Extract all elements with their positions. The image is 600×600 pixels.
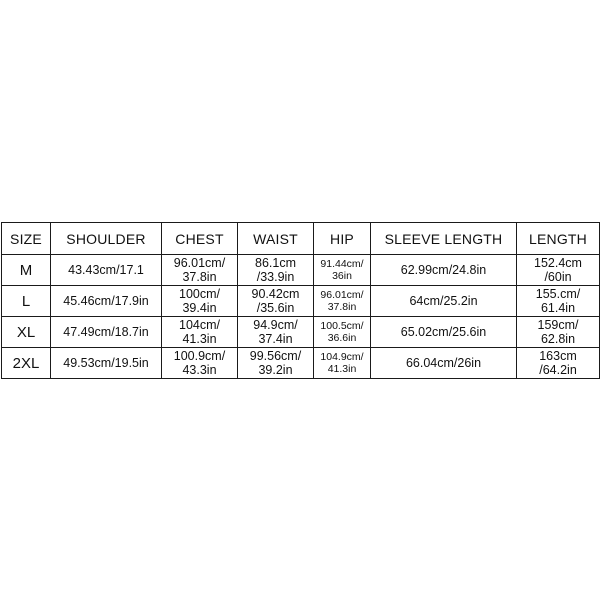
length-in: 61.4in	[540, 301, 576, 315]
sleeve-value: 66.04cm/26in	[405, 356, 482, 370]
waist-cm: 86.1cm	[255, 256, 296, 270]
waist-cm: 90.42cm	[251, 287, 300, 301]
length-cm: 152.4cm	[534, 256, 582, 270]
shoulder-cell	[51, 286, 162, 317]
shoulder-value: 49.53cm/19.5in	[63, 356, 149, 370]
hip-cm: 96.01cm/	[320, 288, 364, 301]
table-row	[2, 348, 600, 379]
size-cell: M	[2, 255, 51, 286]
length-cell	[517, 317, 600, 348]
shoulder-value: 47.49cm/18.7in	[63, 325, 149, 339]
header-sleeve-length: SLEEVE LENGTH	[371, 223, 517, 255]
chest-cell	[162, 317, 238, 348]
sleeve-value: 64cm/25.2in	[409, 294, 478, 308]
header-waist: WAIST	[238, 223, 314, 255]
waist-cell	[238, 317, 314, 348]
waist-cell	[238, 348, 314, 379]
sleeve-cell	[371, 317, 517, 348]
chest-cm: 104cm/	[179, 318, 220, 332]
length-cm: 159cm/	[537, 318, 579, 332]
sleeve-cell	[371, 255, 517, 286]
hip-in: 37.8in	[327, 301, 357, 313]
hip-cm: 100.5cm/	[320, 319, 364, 332]
header-shoulder: SHOULDER	[51, 223, 162, 255]
hip-in: 36.6in	[327, 332, 357, 344]
header-size: SIZE	[2, 223, 51, 255]
chest-in: 39.4in	[182, 301, 217, 315]
waist-in: /35.6in	[256, 301, 295, 315]
header-chest: CHEST	[162, 223, 238, 255]
length-cell	[517, 348, 600, 379]
chest-in: 37.8in	[182, 270, 217, 284]
shoulder-value: 43.43cm/17.1	[68, 263, 144, 277]
hip-cell	[314, 348, 371, 379]
size-cell: L	[2, 286, 51, 317]
waist-cm: 99.56cm/	[249, 349, 302, 363]
waist-in: 39.2in	[258, 363, 293, 377]
chest-cell	[162, 286, 238, 317]
header-row	[2, 223, 600, 255]
hip-cm: 104.9cm/	[320, 350, 364, 363]
length-in: 62.8in	[540, 332, 576, 346]
chest-cm: 96.01cm/	[173, 256, 226, 270]
hip-cm: 91.44cm/	[320, 257, 364, 270]
length-in: /60in	[544, 270, 572, 284]
sleeve-cell	[371, 286, 517, 317]
hip-cell	[314, 286, 371, 317]
sleeve-cell	[371, 348, 517, 379]
length-in: /64.2in	[539, 363, 577, 377]
waist-in: /33.9in	[256, 270, 295, 284]
header-hip: HIP	[314, 223, 371, 255]
chest-cell	[162, 348, 238, 379]
hip-cell	[314, 317, 371, 348]
sleeve-value: 62.99cm/24.8in	[400, 263, 487, 277]
chest-cm: 100.9cm/	[173, 349, 226, 363]
length-cm: 163cm	[539, 349, 577, 363]
shoulder-value: 45.46cm/17.9in	[63, 294, 149, 308]
shoulder-cell	[51, 255, 162, 286]
length-cell	[517, 255, 600, 286]
sleeve-value: 65.02cm/25.6in	[400, 325, 487, 339]
waist-cell	[238, 286, 314, 317]
header-length: LENGTH	[517, 223, 600, 255]
length-cm: 155.cm/	[535, 287, 581, 301]
size-chart-table	[1, 222, 600, 379]
table-row	[2, 286, 600, 317]
chest-in: 41.3in	[182, 332, 217, 346]
waist-in: 37.4in	[258, 332, 293, 346]
hip-in: 41.3in	[327, 363, 357, 375]
size-cell: XL	[2, 317, 51, 348]
waist-cell	[238, 255, 314, 286]
chest-in: 43.3in	[182, 363, 217, 377]
chest-cell	[162, 255, 238, 286]
size-cell: 2XL	[2, 348, 51, 379]
waist-cm: 94.9cm/	[253, 318, 298, 332]
shoulder-cell	[51, 348, 162, 379]
table-row	[2, 317, 600, 348]
shoulder-cell	[51, 317, 162, 348]
hip-cell	[314, 255, 371, 286]
hip-in: 36in	[332, 270, 352, 282]
table-row	[2, 255, 600, 286]
length-cell	[517, 286, 600, 317]
chest-cm: 100cm/	[179, 287, 220, 301]
